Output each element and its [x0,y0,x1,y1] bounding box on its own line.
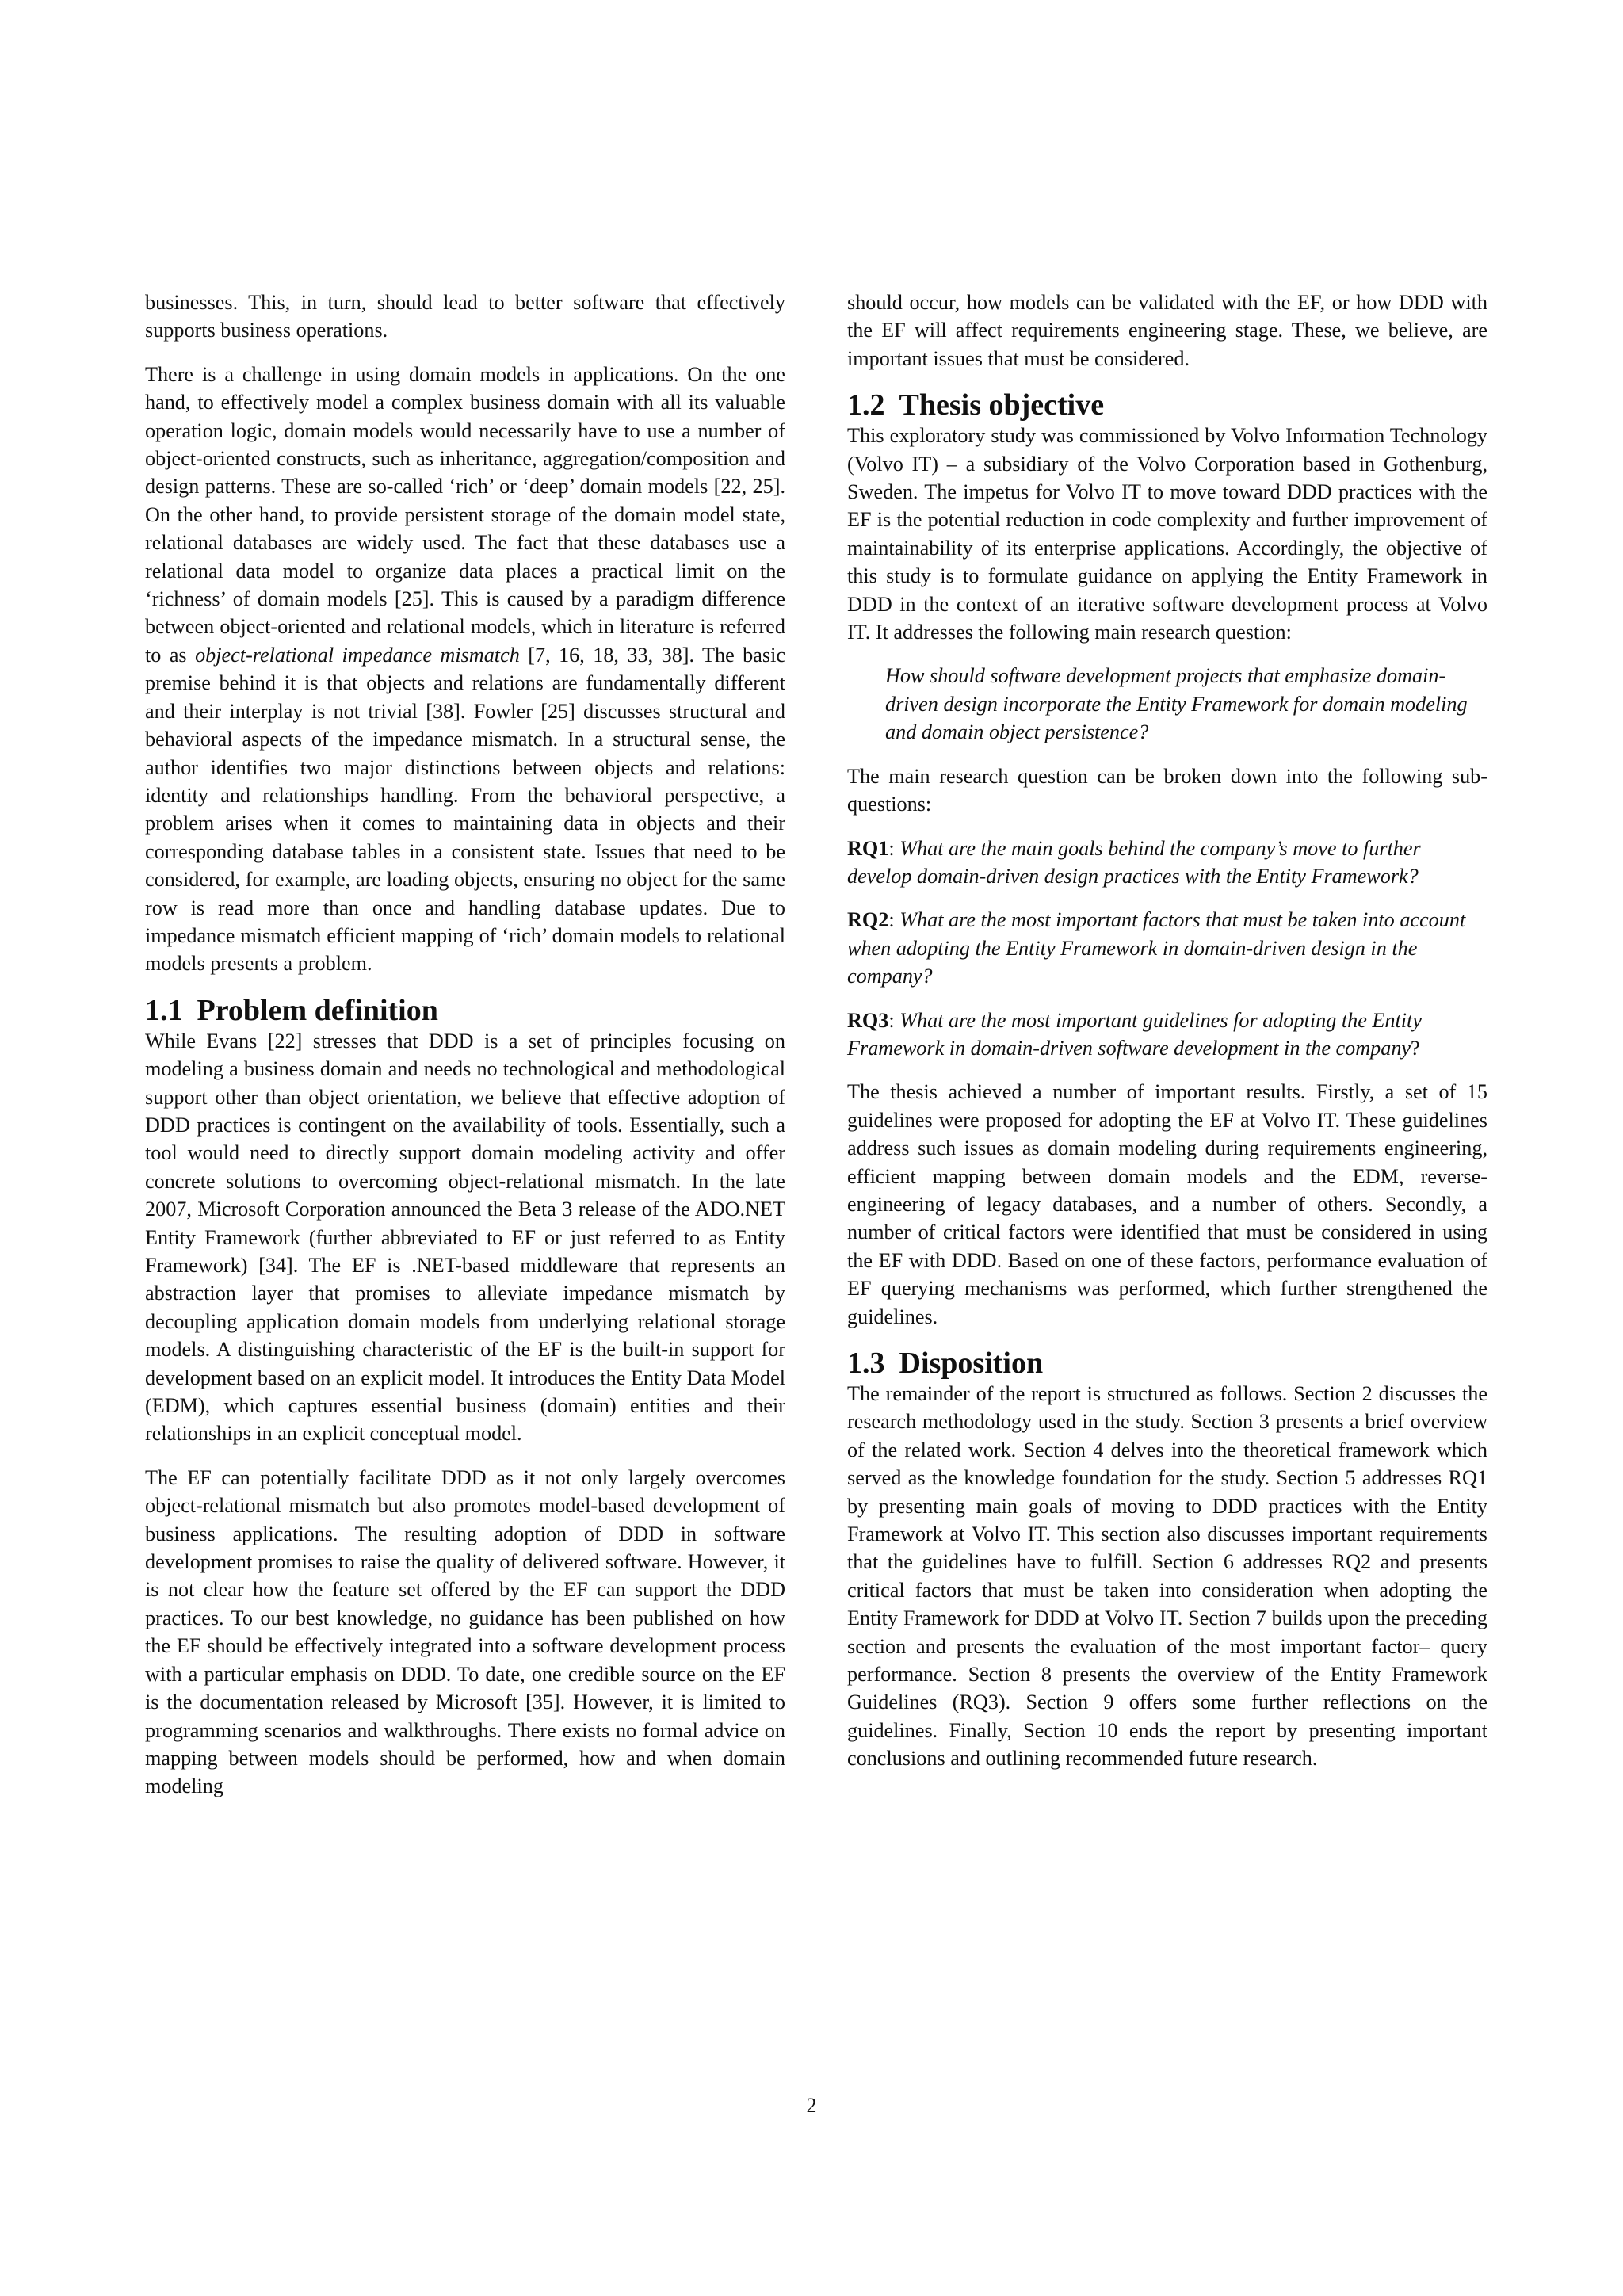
paragraph: The remainder of the report is structured as follows. Section 2 discusses the research methodology used in the study. Section 3 presents a brief overview of the related work. Section 4 delves into the theoretical framework which served as the knowledge foundation for the study. Section 5 addresses RQ1 by presenting main goals of moving to DDD practices with the Entity Framework at Volvo IT. This section also discusses important requirements that the guidelines have to fulfill. Section 6 addresses RQ2 and presents critical factors that must be taken into consideration when adopting the Entity Framework for DDD at Volvo IT. Section 7 builds upon the preceding section and presents the evaluation of the most important factor– query performance. Section 8 presents the overview of the Entity Framework Guidelines (RQ3). Section 9 offers some further reflections on the guidelines. Finally, Section 10 ends the report by presenting important conclusions and outlining recommended future research. [847,1382,1487,1771]
rq-text: What are the most important guidelines for adopting the Entity Framework in domain-driven software development in the company [847,1008,1422,1060]
section-title: Problem definition [197,993,438,1027]
paragraph: The EF can potentially facilitate DDD as it not only largely overcomes object-relational mismatch but also promotes model-based development of business applications. The resulting adoption of DDD in software development promises to raise the quality of delivered software. However, it is not clear how the feature set offered by the EF can support the DDD practices. To our best knowledge, no guidance has been published on how the EF should be effectively integrated into a software development process with a particular emphasis on DDD. To date, one credible source on the EF is the documentation released by Microsoft [35]. However, it is limited to programming scenarios and walkthroughs. There exists no formal advice on mapping between models should be performed, how and when domain modeling [145,1465,785,1798]
rq-label: RQ3 [847,1008,889,1032]
left-column [145,288,785,1817]
section-heading-disposition [847,1347,1487,1380]
research-question-rq3: RQ3: What are the most important guidelines for adopting the Entity Framework in domain-driven software development in the company? [847,1008,1422,1060]
section-heading-problem-definition [145,994,785,1027]
paragraph: The main research question can be broken down into the following sub-questions: [847,764,1487,816]
section-number: 1.1 [145,993,183,1027]
research-question-rq1: RQ1: What are the main goals behind the company’s move to further develop domain-driven design practices with the Entity Framework? [847,836,1421,888]
right-column [847,288,1487,1789]
paragraph: businesses. This, in turn, should lead to better software that effectively supports business operations. [145,291,785,342]
section-title: Thesis objective [899,388,1105,422]
rq-text: What are the main goals behind the company’s move to further develop domain-driven design practices with the Entity Framework? [847,836,1421,888]
paragraph: The thesis achieved a number of important results. Firstly, a set of 15 guidelines were proposed for adopting the EF at Volvo IT. These guidelines address such issues as domain modeling during requirements engineering, efficient mapping between domain models and the EDM, reverse-engineering of legacy databases, and a number of others. Secondly, a number of critical factors were identified that must be considered in using the EF with DDD. Based on one of these factors, performance evaluation of EF querying mechanisms was performed, which further strengthened the guidelines. [847,1080,1487,1328]
main-research-question: How should software development projects that emphasize domain-driven design incorporate the Entity Framework for domain modeling and domain object persistence? [885,664,1468,744]
rq-end: ? [1411,1036,1420,1060]
section-heading-thesis-objective [847,388,1487,422]
emphasis-term: object-relational impedance mismatch [195,643,520,667]
section-number: 1.2 [847,388,885,422]
page-number: 2 [806,2094,817,2117]
rq-label: RQ1 [847,836,889,860]
section-number: 1.3 [847,1347,885,1380]
paragraph: This exploratory study was commissioned by Volvo Information Technology (Volvo IT) – a subsidiary of the Volvo Corporation based in Gothenburg, Sweden. The impetus for Volvo IT to move toward DDD practices with the EF is the potential reduction in code complexity and further improvement of maintainability of its enterprise applications. Accordingly, the objective of this study is to formulate guidance on applying the Entity Framework in DDD in the context of an iterative software development process at Volvo IT. It addresses the following main research question: [847,424,1487,644]
text-run: [7, 16, 18, 33, 38]. The basic premise behind it is that objects and relations are fundamentally different and their interplay is not trivial [38]. Fowler [25] discusses structural and behavioral aspects of the impedance mismatch. In a structural sense, the author identifies two major distinctions between objects and relations: identity and relationships handling. From the behavioral perspective, a problem arises when it comes to maintaining data in objects and their corresponding database tables in a consistent state. Issues that need to be considered, for example, are loading objects, ensuring no object for the same row is read more than once and handling database updates. Due to impedance mismatch efficient mapping of ‘rich’ domain models to relational models presents a problem. [145,643,785,976]
rq-label: RQ2 [847,908,889,932]
paragraph-impedance [145,361,785,978]
paragraph: should occur, how models can be validated with the EF, or how DDD with the EF will affect requirements engineering stage. These, we believe, are important issues that must be considered. [847,291,1487,370]
rq-text: What are the most important factors that must be taken into account when adopting the Entity Framework in domain-driven design in the company? [847,908,1466,988]
section-title: Disposition [899,1347,1044,1380]
text-run: There is a challenge in using domain models in applications. On the one hand, to effectively model a complex business domain with all its valuable operation logic, domain models would necessarily have to use a number of object-oriented constructs, such as inheritance, aggregation/composition and design patterns. These are so-called ‘rich’ or ‘deep’ domain models [22, 25]. On the other hand, to provide persistent storage of the domain model state, relational databases are widely used. The fact that these databases use a relational data model to organize data places a practical limit on the ‘richness’ of domain models [25]. This is caused by a paradigm difference between object-oriented and relational models, which in literature is referred to as [145,362,785,667]
research-question-rq2: RQ2: What are the most important factors that must be taken into account when adopting the Entity Framework in domain-driven design in the company? [847,908,1466,988]
paragraph: While Evans [22] stresses that DDD is a set of principles focusing on modeling a business domain and needs no technological and methodological support other than object orientation, we believe that effective adoption of DDD practices is contingent on the availability of tools. Essentially, such a tool would need to directly support domain modeling activity and offer concrete solutions to overcoming object-relational mismatch. In the late 2007, Microsoft Corporation announced the Beta 3 release of the ADO.NET Entity Framework (further abbreviated to EF or just referred to as Entity Framework) [34]. The EF is .NET-based middleware that represents an abstraction layer that promises to alleviate impedance mismatch by decoupling application domain models from underlying relational storage models. A distinguishing characteristic of the EF is the built-in support for development based on an explicit model. It introduces the Entity Data Model (EDM), which captures essential business (domain) entities and their relationships in an explicit conceptual model. [145,1029,785,1446]
